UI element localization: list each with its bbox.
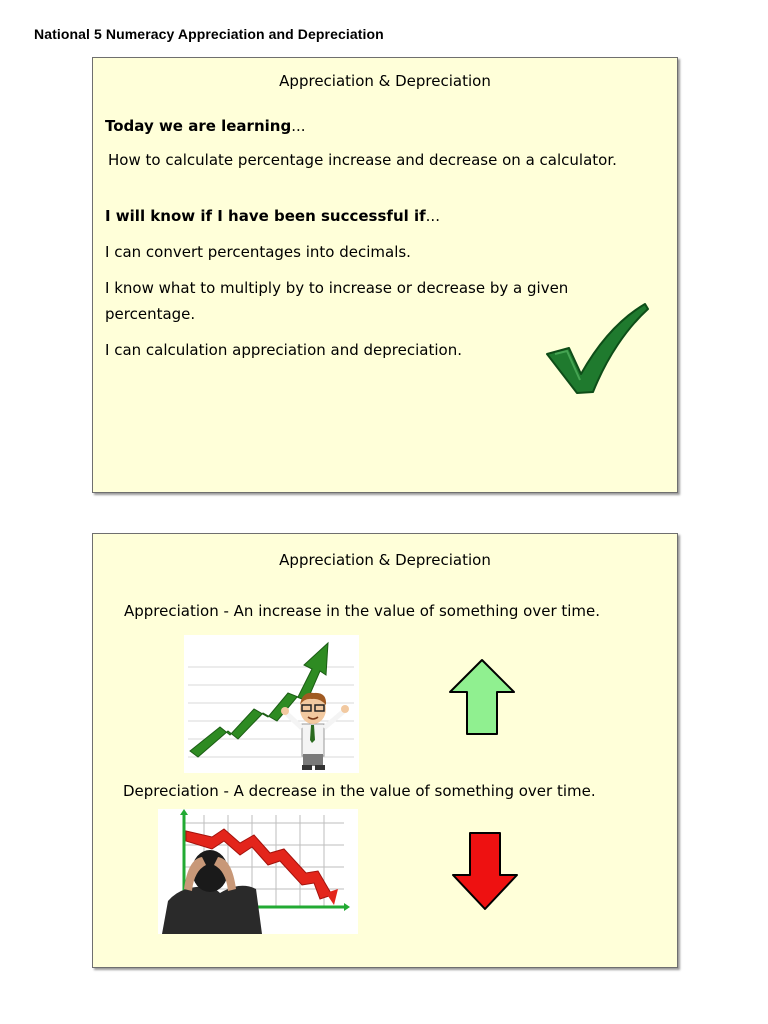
falling-graph-worried-man-image: [158, 809, 358, 934]
slide-title: Appreciation & Depreciation: [279, 551, 491, 569]
learning-ellipsis: ...: [291, 117, 306, 135]
appreciation-definition: Appreciation - An increase in the value of something over time.: [124, 602, 601, 620]
green-up-arrow-icon: [448, 658, 516, 736]
red-down-arrow-icon: [450, 831, 520, 911]
page-header: National 5 Numeracy Appreciation and Depreciation: [34, 26, 384, 42]
success-heading: I will know if I have been successful if: [105, 207, 426, 225]
green-checkmark-icon: [545, 302, 649, 396]
success-criterion-1: I can convert percentages into decimals.: [105, 243, 411, 261]
success-ellipsis: ...: [425, 207, 440, 225]
learning-heading: Today we are learning: [105, 117, 292, 135]
rising-graph-businessman-image: [184, 635, 359, 773]
definitions-slide: [92, 533, 678, 968]
success-criterion-2: I know what to multiply by to increase or decrease by a given percentage.: [105, 279, 569, 323]
depreciation-definition: Depreciation - A decrease in the value of something over time.: [123, 782, 596, 800]
slide-title: Appreciation & Depreciation: [279, 72, 491, 90]
success-criterion-3: I can calculation appreciation and depreciation.: [105, 341, 462, 359]
learning-intention: [105, 113, 306, 139]
success-criteria-heading-line: [105, 203, 440, 229]
learning-text: How to calculate percentage increase and decrease on a calculator.: [108, 151, 617, 169]
learning-intentions-slide: [92, 57, 678, 493]
